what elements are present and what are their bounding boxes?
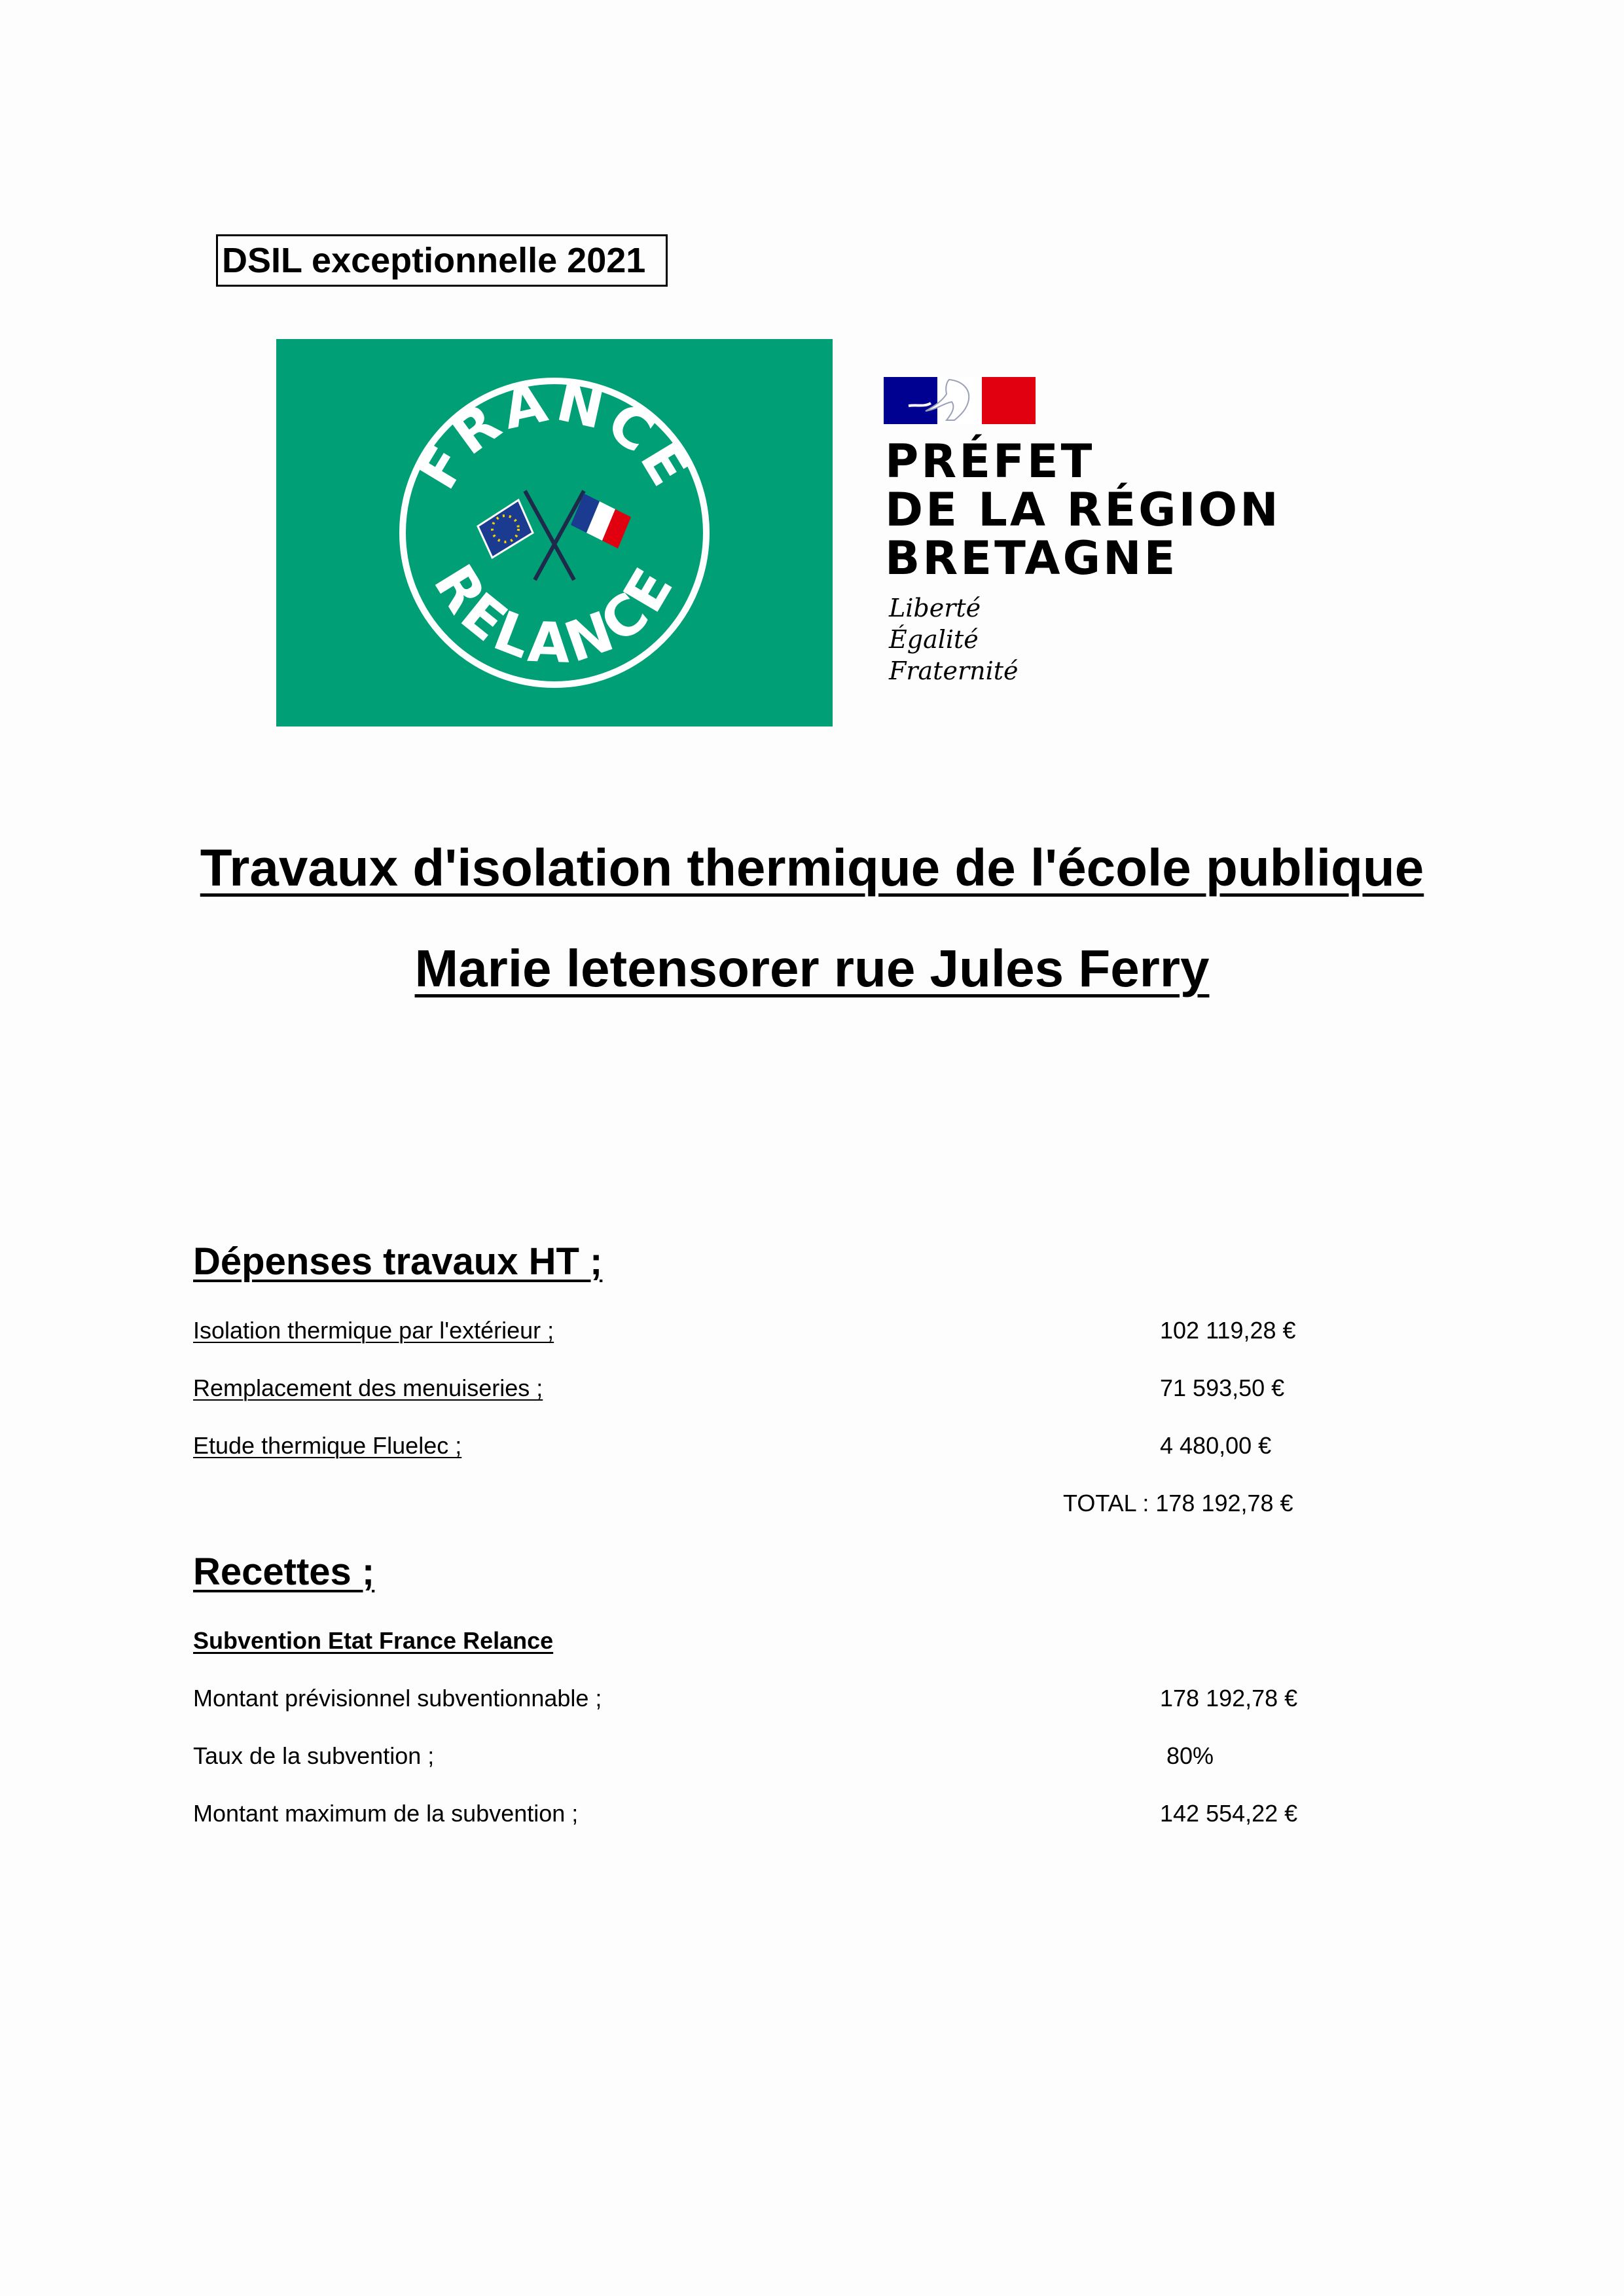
- recette-value-maximum: 142 554,22 €: [1160, 1800, 1298, 1827]
- recette-label-taux: Taux de la subvention ;: [193, 1742, 435, 1769]
- prefet-logo: [884, 377, 1342, 704]
- devise-fraternite: Fraternité: [889, 656, 1019, 685]
- depense-label-isolation: Isolation thermique par l'extérieur ;: [193, 1317, 554, 1344]
- recette-value-montant: 178 192,78 €: [1160, 1685, 1298, 1712]
- depense-label-etude: Etude thermique Fluelec ;: [193, 1432, 462, 1459]
- page-title-line-1: Travaux d'isolation thermique de l'école publique: [200, 838, 1424, 897]
- recettes-subheading: Subvention Etat France Relance: [193, 1627, 554, 1654]
- france-relance-logo: [276, 339, 833, 726]
- page-title-line-2: Marie letensorer rue Jules Ferry: [414, 939, 1210, 997]
- depense-value-isolation: 102 119,28 €: [1160, 1317, 1296, 1344]
- recette-label-montant: Montant prévisionnel subventionnable ;: [193, 1685, 602, 1712]
- depense-label-menuiseries: Remplacement des menuiseries ;: [193, 1374, 543, 1401]
- devise-liberte: Liberté: [889, 594, 981, 622]
- depense-value-menuiseries: 71 593,50 €: [1160, 1374, 1285, 1401]
- recette-label-maximum: Montant maximum de la subvention ;: [193, 1800, 579, 1827]
- logo-bottom-text: RELANCE: [421, 554, 687, 676]
- prefet-line-3: BRETAGNE: [885, 531, 1178, 585]
- eu-flag-icon: [478, 500, 533, 558]
- recettes-heading: Recettes ;: [193, 1551, 375, 1593]
- depenses-heading: Dépenses travaux HT ;: [193, 1240, 603, 1283]
- header-box: DSIL exceptionnelle 2021: [216, 234, 668, 287]
- depenses-total: TOTAL : 178 192,78 €: [1063, 1490, 1293, 1516]
- prefet-line-1: PRÉFET: [885, 435, 1095, 488]
- depense-value-etude: 4 480,00 €: [1160, 1432, 1272, 1459]
- logo-top-text: FRANCE: [405, 368, 704, 500]
- prefet-line-2: DE LA RÉGION: [885, 483, 1281, 537]
- devise-egalite: Égalité: [889, 625, 979, 654]
- marianne-icon: [884, 377, 1036, 424]
- recette-value-taux: 80%: [1166, 1742, 1214, 1769]
